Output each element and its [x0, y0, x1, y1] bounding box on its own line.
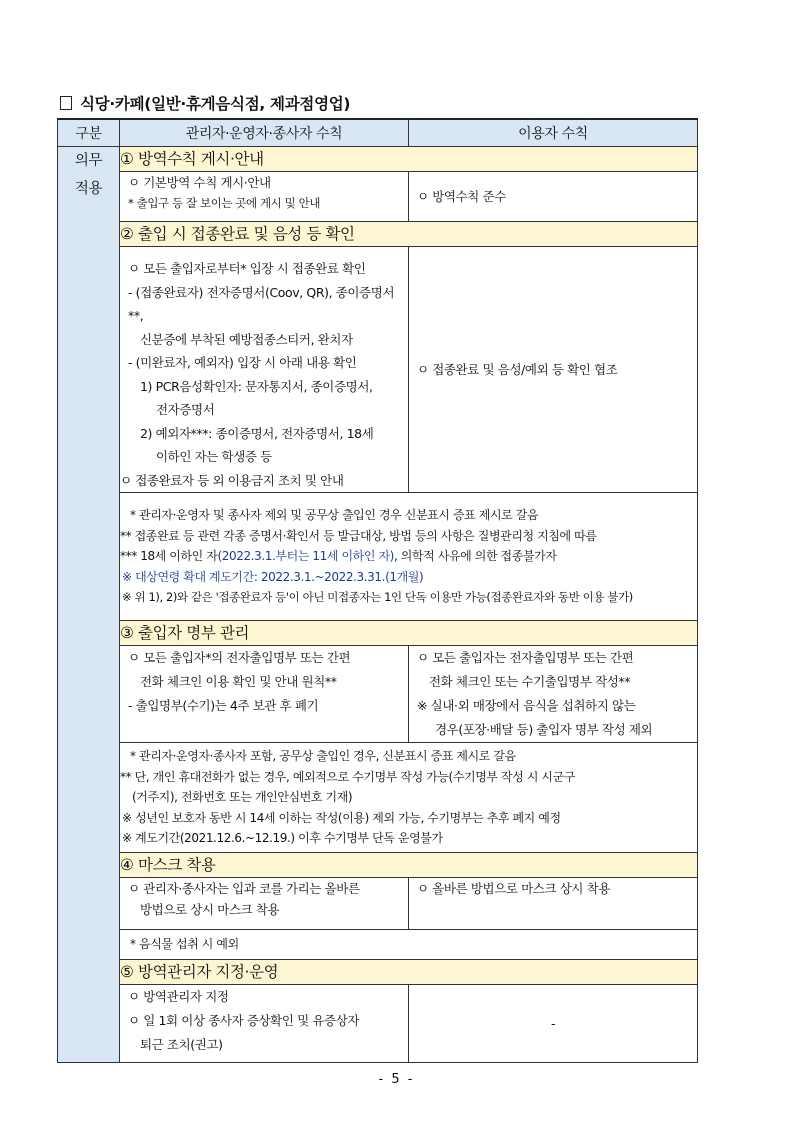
text-line: ㅇ 모든 출입자는 전자출입명부 또는 간편	[417, 650, 634, 665]
text-line: 2) 예외자***: 종이증명서, 전자증명서, 18세	[140, 425, 374, 441]
text-line: 1) PCR음성확인자: 문자통지서, 종이증명서,	[140, 378, 373, 394]
text-line: 전자증명서	[156, 402, 215, 417]
text-line: ㅇ 방역관리자 지정	[128, 989, 229, 1004]
text-line: 방법으로 상시 마스크 착용	[140, 902, 280, 917]
note-line: * 관리자·운영자·종사자 포함, 공무상 출입인 경우, 신분표시 증표 제시로 갈음	[130, 749, 516, 764]
text-line: ㅇ 올바른 방법으로 마스크 상시 착용	[417, 881, 610, 896]
category-line2: 적용	[74, 181, 103, 197]
text-line: ㅇ 접종완료 및 음성/예외 등 확인 협조	[417, 362, 618, 377]
section-4-user-cell	[409, 878, 698, 930]
text-line: ※ 실내·외 매장에서 음식을 섭취하지 않는	[417, 698, 636, 713]
note-line: ※ 성년인 보호자 동반 시 14세 이하는 작성(이용) 제외 가능, 수기명부는 추후 폐지 예정	[122, 810, 561, 825]
note-line: ** 접종완료 등 관련 각종 증명서·확인서 등 발급대상, 방법 등의 사항은 질병관리청 지침에 따름	[120, 528, 597, 543]
note-line: * 관리자·운영자 및 종사자 제외 및 공무상 출입인 경우 신분표시 증표 제시로 갈음	[130, 508, 539, 523]
text-line: ㅇ 일 1회 이상 종사자 증상확인 및 유증상자	[128, 1013, 360, 1028]
header-category: 구분	[58, 119, 120, 147]
text-line: ㅇ 관리자·종사자는 입과 코를 가리는 올바른	[128, 881, 360, 896]
text-line: ㅇ 방역수칙 준수	[417, 189, 506, 204]
checkbox-icon	[60, 96, 72, 110]
note-line: *** 18세 이하인 자(2022.3.1.부터는 11세 이하인 자), 의학적 사유에 의한 접종불가자	[120, 549, 557, 564]
note-line: * 음식물 섭취 시 예외	[130, 937, 239, 952]
category-line1: 의무	[74, 153, 103, 169]
section-4-manager-cell	[120, 878, 409, 930]
section-4-title: ④ 마스크 착용	[120, 853, 698, 878]
section-2-manager-cell	[120, 247, 409, 493]
note-line: ※ 대상연령 확대 계도기간: 2022.3.1.~2022.3.31.(1개월)	[122, 569, 424, 584]
section-3-title: ③ 출입자 명부 관리	[120, 621, 698, 646]
text-line: ㅇ 기본방역 수칙 게시·안내	[128, 175, 271, 190]
section-5-user-cell	[409, 985, 698, 1063]
rules-table	[57, 118, 698, 1063]
section-5-title: ⑤ 방역관리자 지정·운영	[120, 960, 698, 985]
text-line: - (접종완료자) 전자증명서(Coov, QR), 종이증명서**,	[128, 284, 395, 323]
section-5-manager-cell	[120, 985, 409, 1063]
section-1-title: ① 방역수칙 게시·안내	[120, 147, 698, 172]
text-line: 전화 체크인 또는 수기출입명부 작성**	[429, 674, 631, 689]
text-line: -	[550, 1016, 556, 1031]
text-line: 전화 체크인 이용 확인 및 안내 원칙**	[140, 674, 337, 689]
text-line: * 출입구 등 잘 보이는 곳에 게시 및 안내	[128, 196, 321, 210]
text-line: 신분증에 부착된 예방접종스티커, 완치자	[140, 331, 353, 347]
section-2-title: ② 출입 시 접종완료 및 음성 등 확인	[120, 222, 698, 247]
section-2-notes	[120, 493, 698, 621]
section-2-user-cell	[409, 247, 698, 493]
page-title	[60, 92, 350, 114]
page-number: - 5 -	[378, 1072, 415, 1087]
text-line: 퇴근 조치(권고)	[140, 1037, 223, 1052]
section-1-manager-cell	[120, 172, 409, 222]
table-header-row	[58, 119, 698, 147]
text-line: ㅇ 접종완료자 등 외 이용금지 조치 및 안내	[120, 472, 344, 488]
section-4-note	[120, 930, 698, 960]
section-1-user-cell	[409, 172, 698, 222]
page-title-text: 식당·카페(일반·휴게음식점, 제과점영업)	[80, 95, 351, 113]
section-3-notes	[120, 743, 698, 853]
header-user-rules: 이용자 수칙	[409, 119, 698, 147]
text-line: - 출입명부(수기)는 4주 보관 후 폐기	[128, 698, 319, 713]
text-line: - (미완료자, 예외자) 입장 시 아래 내용 확인	[128, 355, 357, 370]
note-line: (거주지), 전화번호 또는 개인안심번호 기재)	[132, 790, 353, 805]
text-line: 경우(포장·배달 등) 출입자 명부 작성 제외	[435, 722, 653, 737]
text-line: ㅇ 모든 출입자*의 전자출입명부 또는 간편	[128, 650, 351, 665]
note-line: ※ 위 1), 2)와 같은 '접종완료자 등'이 아닌 미접종자는 1인 단독 이용만 가능(접종완료자와 동반 이용 불가)	[122, 590, 633, 605]
header-manager-rules: 관리자·운영자·종사자 수칙	[120, 119, 409, 147]
note-line: ※ 계도기간(2021.12.6.~12.19.) 이후 수기명부 단독 운영불가	[122, 831, 443, 846]
text-line: ㅇ 모든 출입자로부터* 입장 시 접종완료 확인	[128, 261, 366, 276]
note-line: ** 단, 개인 휴대전화가 없는 경우, 예외적으로 수기명부 작성 가능(수기명부 작성 시 시군구	[120, 769, 576, 784]
section-3-manager-cell	[120, 646, 409, 743]
text-line: 이하인 자는 학생증 등	[156, 449, 272, 464]
category-cell	[58, 147, 120, 1063]
section-3-user-cell	[409, 646, 698, 743]
